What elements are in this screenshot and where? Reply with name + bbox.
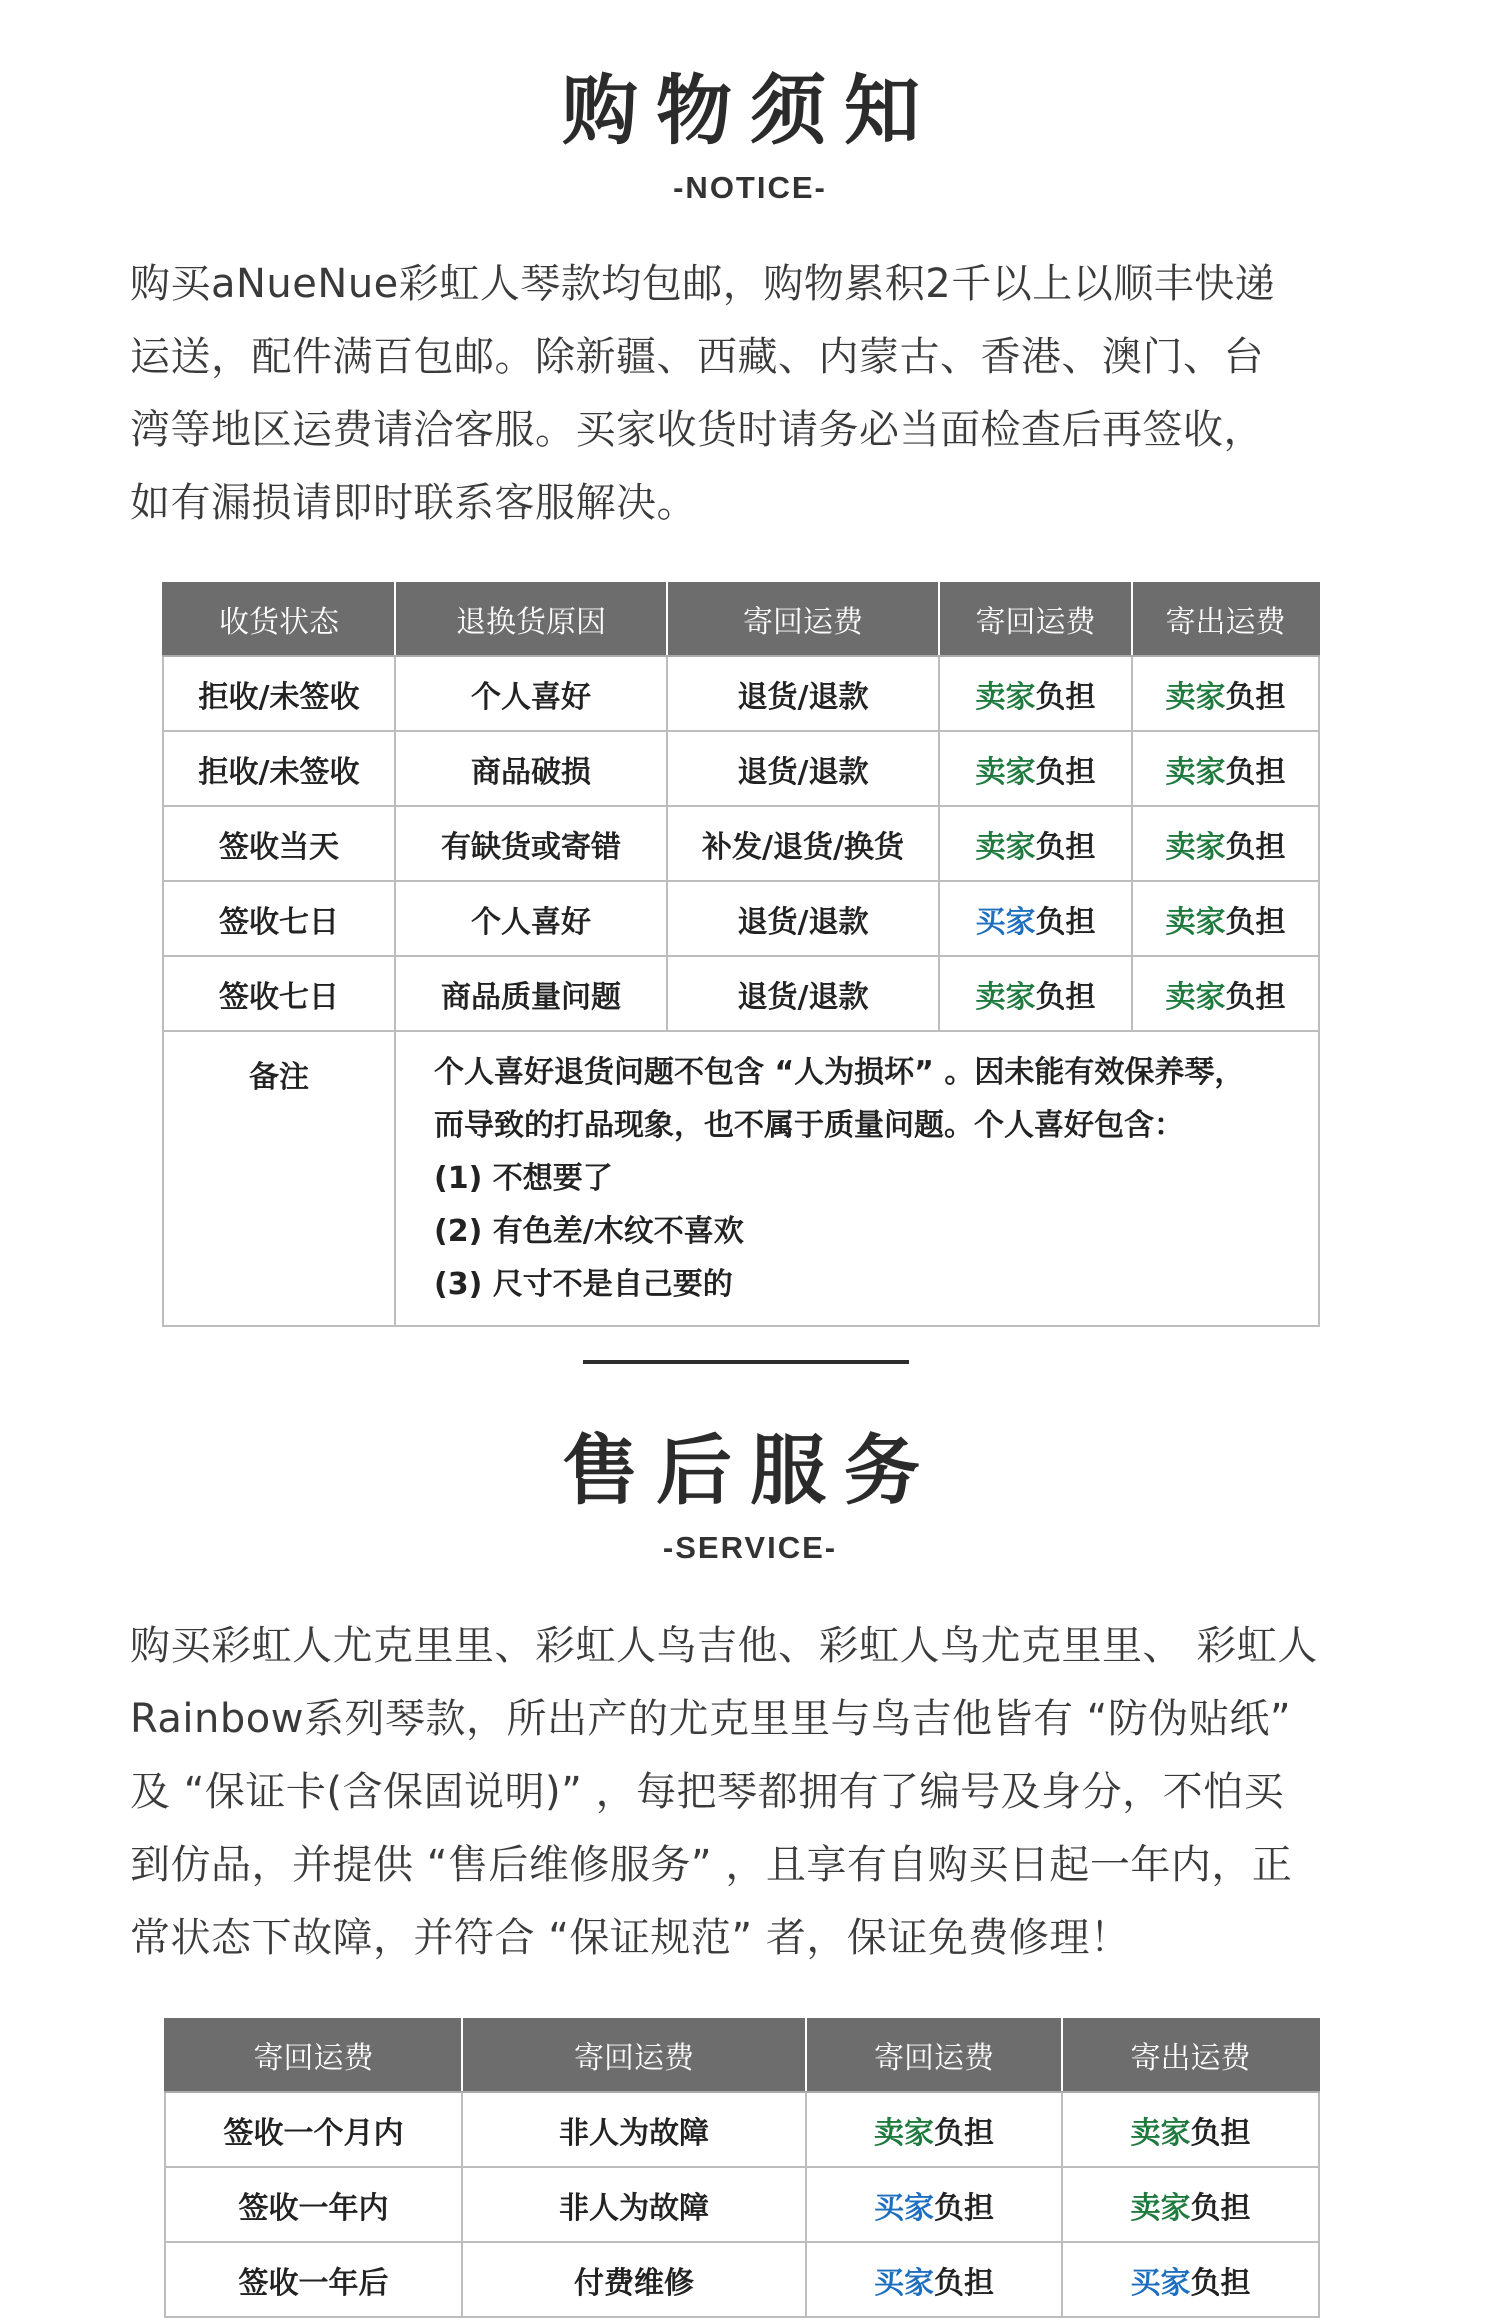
payer-suffix: 负担 <box>934 2265 994 2301</box>
payer-label: 卖家 <box>1165 754 1226 790</box>
notice-paragraph-line: 购买aNueNue彩虹人琴款均包邮，购物累积2千以上以顺丰快递 <box>130 261 1276 307</box>
notice-title: 购物须知 <box>562 66 938 155</box>
service-paragraph-line: Rainbow系列琴款，所出产的尤克里里与鸟吉他皆有 “防伪贴纸” <box>130 1696 1292 1742</box>
payer-label: 卖家 <box>1130 2115 1191 2151</box>
service-paragraph-line: 购买彩虹人尤克里里、彩虹人鸟吉他、彩虹人鸟尤克里里、 彩虹人 <box>130 1623 1318 1669</box>
payer-suffix: 负担 <box>1225 904 1286 940</box>
payer-suffix: 负担 <box>1225 829 1286 865</box>
payer-suffix: 负担 <box>1035 754 1096 790</box>
cell-status: 签收七日 <box>163 956 395 1031</box>
cell-return-fee <box>939 731 1132 806</box>
service-subtitle: -SERVICE- <box>662 1530 838 1565</box>
section-divider <box>583 1360 909 1364</box>
cell-type: 退货/退款 <box>667 656 939 731</box>
cell-ship-fee <box>1132 806 1319 881</box>
cell-return-fee <box>939 956 1132 1031</box>
cell-ship-fee <box>1062 2242 1319 2317</box>
cell-return-fee <box>939 806 1132 881</box>
table-header-row <box>165 2018 1319 2092</box>
payer-suffix: 负担 <box>1190 2265 1251 2301</box>
note-line: (2) 有色差/木纹不喜欢 <box>434 1214 744 1249</box>
table-row <box>165 2092 1319 2167</box>
service-paragraph <box>130 1610 1370 1975</box>
service-paragraph-line: 及 “保证卡(含保固说明)” ，每把琴都拥有了编号及身分，不怕买 <box>130 1769 1285 1815</box>
cell-period: 签收一年内 <box>165 2167 462 2242</box>
cell-type: 补发/退货/换货 <box>667 806 939 881</box>
payer-label: 卖家 <box>1165 979 1226 1015</box>
cell-status: 签收当天 <box>163 806 395 881</box>
col-header-ship-fee: 寄出运费 <box>1062 2018 1319 2092</box>
cell-ship-fee <box>1062 2167 1319 2242</box>
notice-subtitle: -NOTICE- <box>673 170 827 205</box>
payer-label: 买家 <box>874 2265 934 2301</box>
table-row <box>163 881 1319 956</box>
service-paragraph-line: 常状态下故障，并符合 “保证规范” 者，保证免费修理！ <box>130 1915 1131 1961</box>
payer-suffix: 负担 <box>1035 979 1096 1015</box>
payer-label: 卖家 <box>975 979 1036 1015</box>
payer-label: 买家 <box>874 2190 934 2226</box>
note-line: (3) 尺寸不是自己要的 <box>434 1267 733 1302</box>
payer-suffix: 负担 <box>1190 2115 1251 2151</box>
cell-cause: 付费维修 <box>462 2242 806 2317</box>
col-header-period: 寄回运费 <box>165 2018 462 2092</box>
cell-reason: 商品破损 <box>395 731 667 806</box>
cell-reason: 个人喜好 <box>395 881 667 956</box>
notice-paragraph-line: 如有漏损请即时联系客服解决。 <box>130 480 697 526</box>
payer-suffix: 负担 <box>1225 754 1286 790</box>
table-row <box>163 731 1319 806</box>
table-row <box>163 806 1319 881</box>
table-row <box>165 2242 1319 2317</box>
note-line: 个人喜好退货问题不包含 “人为损坏” 。因未能有效保养琴， <box>434 1055 1245 1090</box>
cell-period: 签收一个月内 <box>165 2092 462 2167</box>
notice-paragraph <box>130 248 1370 540</box>
payer-suffix: 负担 <box>1225 679 1286 715</box>
table-row <box>163 956 1319 1031</box>
table-row <box>165 2167 1319 2242</box>
cell-return-fee <box>939 881 1132 956</box>
cell-type: 退货/退款 <box>667 731 939 806</box>
payer-label: 卖家 <box>874 2115 934 2151</box>
payer-label: 卖家 <box>1165 829 1226 865</box>
cell-reason: 个人喜好 <box>395 656 667 731</box>
cell-status: 拒收/未签收 <box>163 731 395 806</box>
payer-label: 卖家 <box>975 829 1036 865</box>
notice-paragraph-line: 运送，配件满百包邮。除新疆、西藏、内蒙古、香港、澳门、台 <box>130 334 1264 380</box>
payer-suffix: 负担 <box>1190 2190 1251 2226</box>
payer-suffix: 负担 <box>1225 979 1286 1015</box>
service-paragraph-line: 到仿品，并提供 “售后维修服务” ，且享有自购买日起一年内，正 <box>130 1842 1293 1888</box>
cell-status: 签收七日 <box>163 881 395 956</box>
cell-reason: 商品质量问题 <box>395 956 667 1031</box>
col-header-status: 收货状态 <box>163 582 395 656</box>
service-title: 售后服务 <box>562 1426 938 1515</box>
note-body <box>395 1031 1319 1326</box>
col-header-ship-fee: 寄出运费 <box>1132 582 1319 656</box>
cell-ship-fee <box>1132 956 1319 1031</box>
payer-label: 卖家 <box>1165 679 1226 715</box>
service-table <box>164 2018 1320 2318</box>
col-header-return-fee: 寄回运费 <box>806 2018 1062 2092</box>
col-header-reason: 退换货原因 <box>395 582 667 656</box>
note-line: (1) 不想要了 <box>434 1161 613 1196</box>
payer-suffix: 负担 <box>1035 829 1096 865</box>
notice-table <box>162 582 1320 1327</box>
note-label: 备注 <box>163 1031 395 1326</box>
payer-label: 卖家 <box>975 754 1036 790</box>
cell-return-fee <box>806 2092 1062 2167</box>
cell-ship-fee <box>1132 656 1319 731</box>
table-row <box>163 656 1319 731</box>
cell-cause: 非人为故障 <box>462 2092 806 2167</box>
col-header-return-fee: 寄回运费 <box>939 582 1132 656</box>
note-row <box>163 1031 1319 1326</box>
payer-label: 买家 <box>1130 2265 1191 2301</box>
cell-return-fee <box>939 656 1132 731</box>
cell-ship-fee <box>1132 881 1319 956</box>
cell-ship-fee <box>1132 731 1319 806</box>
payer-label: 买家 <box>975 904 1036 940</box>
col-header-cause: 寄回运费 <box>462 2018 806 2092</box>
note-line: 而导致的打品现象，也不属于质量问题。个人喜好包含： <box>434 1108 1184 1143</box>
cell-return-fee <box>806 2242 1062 2317</box>
cell-type: 退货/退款 <box>667 881 939 956</box>
payer-suffix: 负担 <box>934 2190 994 2226</box>
notice-paragraph-line: 湾等地区运费请洽客服。买家收货时请务必当面检查后再签收， <box>130 407 1264 453</box>
cell-reason: 有缺货或寄错 <box>395 806 667 881</box>
payer-label: 卖家 <box>1165 904 1226 940</box>
cell-return-fee <box>806 2167 1062 2242</box>
table-header-row <box>163 582 1319 656</box>
cell-status: 拒收/未签收 <box>163 656 395 731</box>
payer-label: 卖家 <box>975 679 1036 715</box>
payer-suffix: 负担 <box>1035 904 1096 940</box>
cell-ship-fee <box>1062 2092 1319 2167</box>
cell-type: 退货/退款 <box>667 956 939 1031</box>
col-header-type: 寄回运费 <box>667 582 939 656</box>
cell-period: 签收一年后 <box>165 2242 462 2317</box>
cell-cause: 非人为故障 <box>462 2167 806 2242</box>
payer-label: 卖家 <box>1130 2190 1191 2226</box>
payer-suffix: 负担 <box>934 2115 994 2151</box>
payer-suffix: 负担 <box>1035 679 1096 715</box>
